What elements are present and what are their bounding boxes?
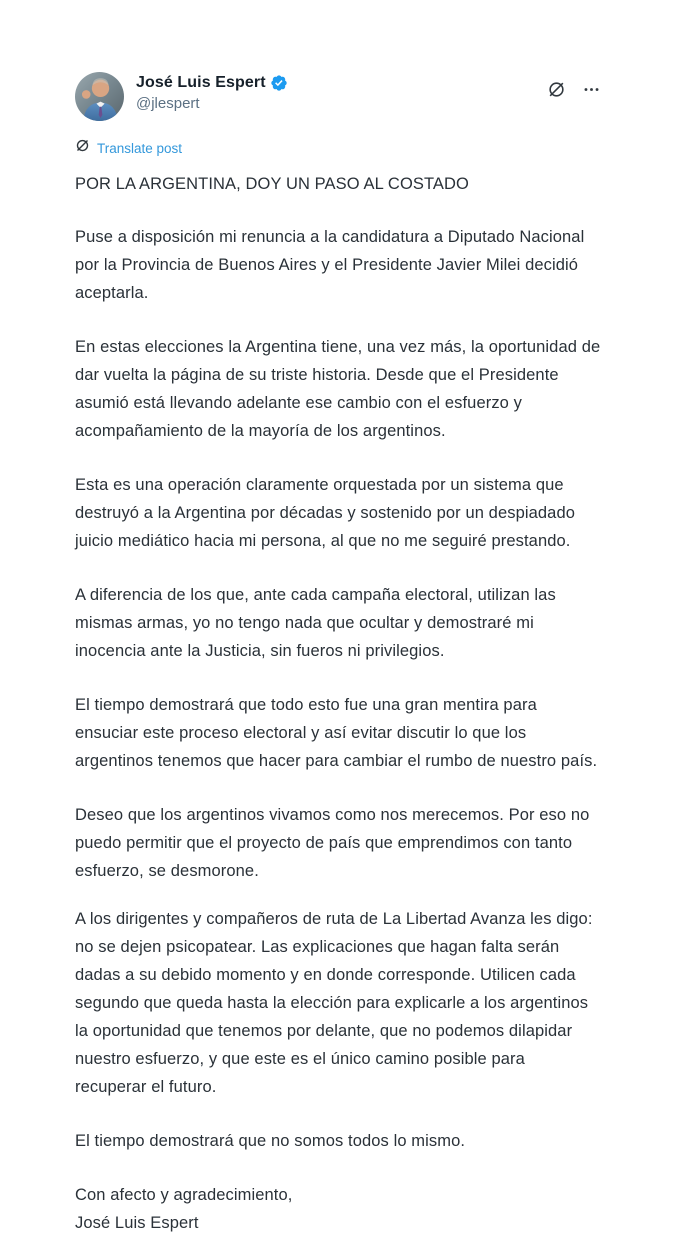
author-block [136, 72, 288, 112]
verified-badge-icon [270, 74, 288, 92]
post-paragraph: El tiempo demostrará que todo esto fue una gran mentira para ensuciar este proceso electoral y así evitar discutir lo que los argentinos tenemos que hacer para cambiar el rumbo de nuestro país. [75, 695, 598, 770]
author-name[interactable]: José Luis Espert [136, 74, 266, 91]
post-paragraph: A diferencia de los que, ante cada campaña electoral, utilizan las mismas armas, yo no tengo nada que ocultar y demostraré mi inocencia ante la Justicia, sin fueros ni privilegios. [75, 585, 556, 660]
author-name-row [136, 74, 288, 92]
header-actions [547, 72, 601, 99]
post-closing-line: Con afecto y agradecimiento, [75, 1185, 293, 1204]
grok-translate-icon [75, 138, 90, 158]
translate-post-label: Translate post [97, 140, 183, 156]
post-paragraph: A los dirigentes y compañeros de ruta de La Libertad Avanza les digo: no se dejen psicopatear. Las explicaciones que hagan falta serán dadas a su debido momento y en donde corresponde. Utilicen cada segundo que queda hasta la elección para explicarle a los argentinos la oportunidad que tenemos por delante, que no podemos dilapidar nuestro esfuerzo, y que este es el único camino posible para recuperar el futuro. [75, 909, 593, 1096]
post-closing-signature: José Luis Espert [75, 1213, 199, 1232]
post-paragraph: Deseo que los argentinos vivamos como nos merecemos. Por eso no puedo permitir que el proyecto de país que emprendimos con tanto esfuerzo, se desmorone. [75, 805, 590, 880]
translate-post-link[interactable] [75, 138, 182, 158]
post-body [75, 223, 601, 1237]
grok-icon[interactable] [547, 80, 566, 99]
avatar-photo-placeholder [75, 72, 124, 121]
more-menu-icon[interactable] [582, 80, 601, 99]
post-header [75, 72, 601, 121]
post-paragraph: Esta es una operación claramente orquestada por un sistema que destruyó a la Argentina por décadas y sostenido por un despiadado juicio mediático hacia mi persona, al que no me seguiré prestando. [75, 475, 576, 550]
post-paragraph: El tiempo demostrará que no somos todos lo mismo. [75, 1131, 466, 1150]
post-paragraph: En estas elecciones la Argentina tiene, una vez más, la oportunidad de dar vuelta la página de su triste historia. Desde que el Presidente asumió está llevando adelante ese cambio con el esfuerzo y acompañamiento de la mayoría de los argentinos. [75, 337, 601, 440]
avatar[interactable] [75, 72, 124, 121]
post-title: POR LA ARGENTINA, DOY UN PASO AL COSTADO [75, 175, 469, 193]
post-paragraph: Puse a disposición mi renuncia a la candidatura a Diputado Nacional por la Provincia de Buenos Aires y el Presidente Javier Milei decidió aceptarla. [75, 227, 585, 302]
author-handle[interactable]: @jlespert [136, 95, 200, 112]
